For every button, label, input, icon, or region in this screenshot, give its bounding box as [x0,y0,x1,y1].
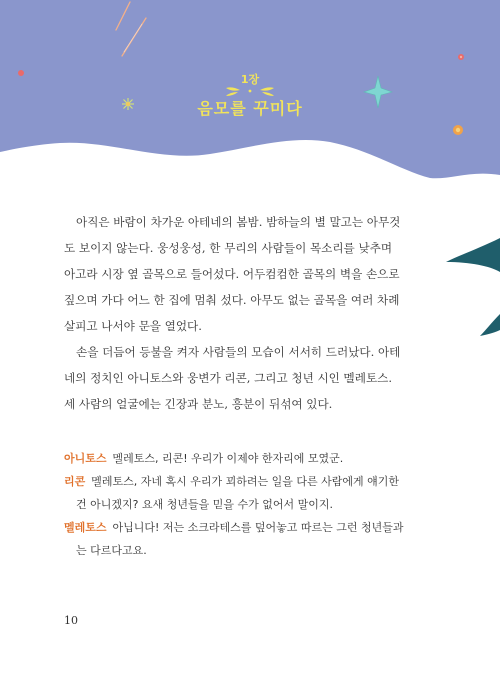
dialogue-line [64,448,444,469]
orange-flower-icon [453,125,463,135]
teal-roof-shape-lower [480,314,500,336]
text-line: 네의 정치인 아니토스와 웅변가 리콘, 그리고 청년 시인 멜레토스. [64,371,393,385]
dialogue-text: 멜레토스, 리콘! 우리가 이제야 한자리에 모였군. [112,452,344,465]
dialogue-text: 멜레토스, 자네 혹시 우리가 꾀하려는 일을 다른 사람에게 얘기한 [91,475,400,488]
speaker-name: 리콘 [64,475,86,488]
text-line: 도 보이지 않는다. 웅성웅성, 한 무리의 사람들이 목소리를 낮추며 [64,241,393,255]
text-line: 세 사람의 얼굴에는 긴장과 분노, 흥분이 뒤섞여 있다. [64,397,333,411]
paragraph [64,339,442,417]
page-number: 10 [64,614,78,627]
dialogue-text: 아닙니다! 저는 소크라테스를 덮어놓고 따르는 그런 청년들과 [112,521,404,534]
chapter-title: 음모를 꾸미다 [197,99,303,118]
night-sky [0,0,500,178]
speaker-name: 멜레토스 [64,521,107,534]
speaker-name: 아니토스 [64,452,107,465]
text-line: 손을 더듬어 등불을 켜자 사람들의 모습이 서서히 드러났다. 아테 [76,345,401,359]
dialogue-line [64,471,444,492]
text-line: 짚으며 가다 어느 한 집에 멈춰 섰다. 아무도 없는 골목을 여러 차례 [64,293,400,307]
text-line: 아고라 시장 옆 골목으로 들어섰다. 어두컴컴한 골목의 벽을 손으로 [64,267,400,281]
dialogue-continuation: 는 다르다고요. [76,544,147,557]
dialogue-continuation: 건 아니겠지? 요새 청년들을 믿을 수가 없어서 말이지. [76,498,333,511]
chapter-number: 1장 [240,73,260,86]
dot-icon [460,56,462,58]
paragraph [64,209,442,339]
teal-roof-shape [446,238,500,272]
dialogue-line [64,517,444,538]
text-line: 살피고 나서야 문을 열었다. [64,319,202,333]
text-line: 아직은 바람이 차가운 아테네의 봄밤. 밤하늘의 별 말고는 아무것 [76,215,401,229]
narrative-text [64,209,442,417]
dialogue [64,448,444,563]
